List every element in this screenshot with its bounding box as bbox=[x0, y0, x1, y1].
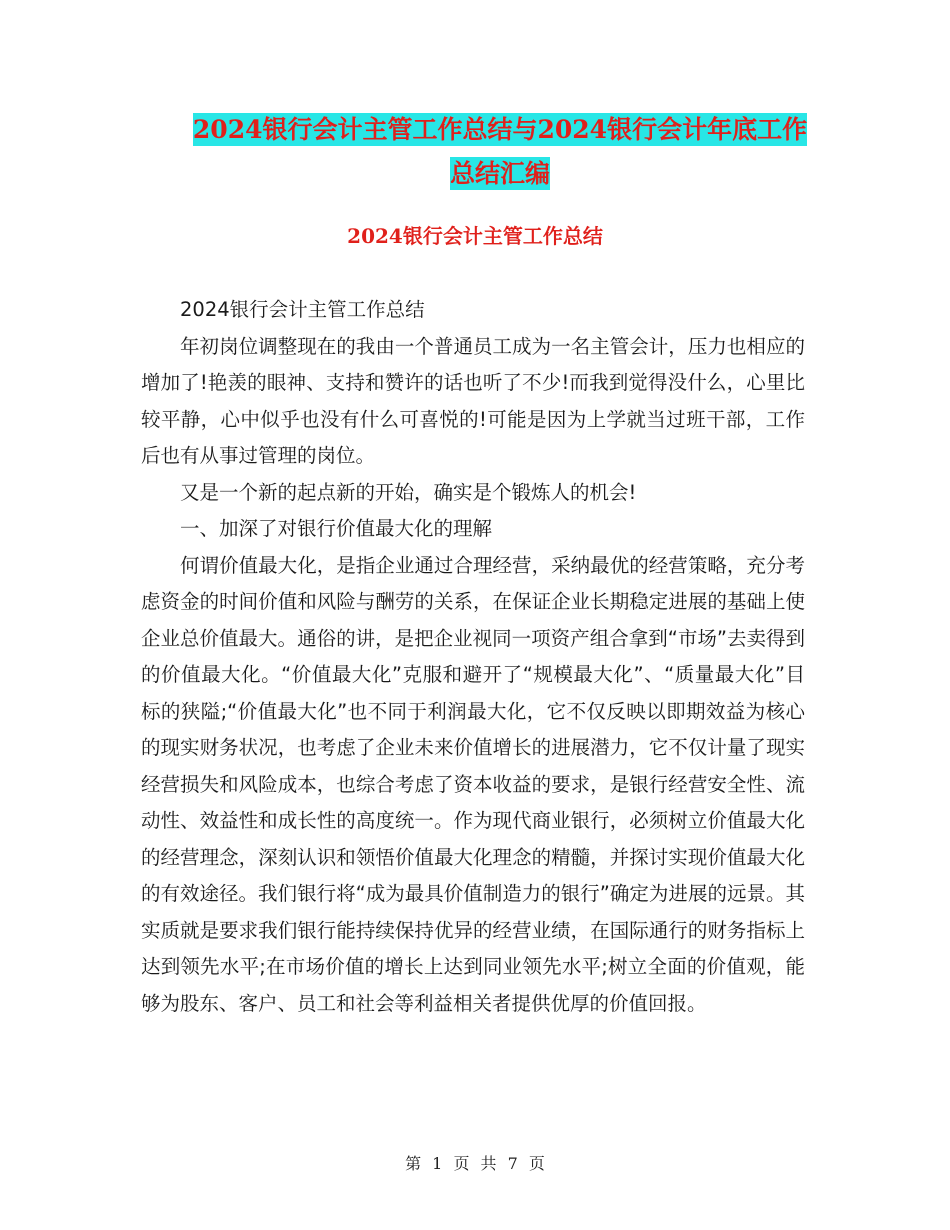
document-title bbox=[140, 108, 860, 196]
body-paragraph: 又是一个新的起点新的开始，确实是个锻炼人的机会! bbox=[180, 480, 637, 504]
body-paragraph: 何谓价值最大化，是指企业通过合理经营，采纳最优的经营策略，充分考虑资金的时间价值和风险与酬劳的关系，在保证企业长期稳定进展的基础上使企业总价值最大。通俗的讲，是把企业视同一项资产组合拿到“市场”去卖得到的价值最大化。“价值最大化”克服和避开了“规模最大化”、“质量最大化”目标的狭隘;“价值最大化”也不同于利润最大化，它不仅反映以即期效益为核心的现实财务状况，也考虑了企业未来价值增长的进展潜力，它不仅计量了现实经营损失和风险成本，也综合考虑了资本收益的要求，是银行经营安全性、流动性、效益性和成长性的高度统一。作为现代商业银行，必须树立价值最大化的经营理念，深刻认识和领悟价值最大化理念的精髓，并探讨实现价值最大化的有效途径。我们银行将“成为最具价值制造力的银行”确定为进展的远景。其实质就是要求我们银行能持续保持优异的经营业绩，在国际通行的财务指标上达到领先水平;在市场价值的增长上达到同业领先水平;树立全面的价值观，能够为股东、客户、员工和社会等利益相关者提供优厚的价值回报。 bbox=[141, 553, 805, 1015]
document-body bbox=[141, 292, 805, 1022]
title-line-2: 总结汇编 bbox=[449, 159, 550, 188]
title-line-1: 2024银行会计主管工作总结与2024银行会计年底工作 bbox=[192, 115, 808, 144]
section-title: 2024银行会计主管工作总结 bbox=[347, 224, 603, 248]
body-paragraph: 年初岗位调整现在的我由一个普通员工成为一名主管会计，压力也相应的增加了!艳羡的眼神、支持和赞许的话也听了不少!而我到觉得没什么，心里比较平静，心中似乎也没有什么可喜悦的!可能是因为上学就当过班干部，工作后也有从事过管理的岗位。 bbox=[141, 334, 805, 467]
section-heading: 一、加深了对银行价值最大化的理解 bbox=[180, 517, 493, 540]
body-paragraph: 2024银行会计主管工作总结 bbox=[180, 298, 425, 321]
page-footer: 第 1 页 共 7 页 bbox=[405, 1154, 545, 1173]
